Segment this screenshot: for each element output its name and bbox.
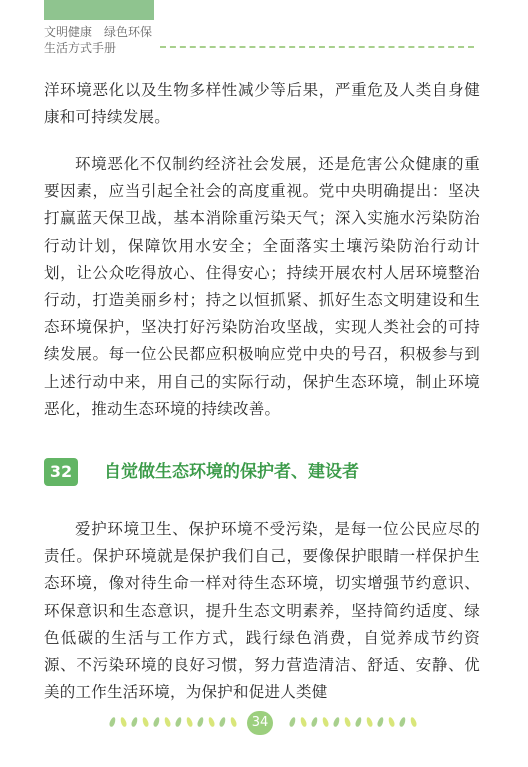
leaf-icon [152,716,160,727]
header-color-bar [44,0,154,20]
page-number: 34 [247,711,273,735]
leaf-icon [365,716,373,727]
section-number-badge: 32 [44,458,78,486]
leaf-icon [299,716,307,727]
leaf-icon [196,716,204,727]
leaf-icon [398,716,406,727]
leaf-icon [321,716,329,727]
leaf-icon [310,716,318,727]
header-title-line1: 文明健康 绿色环保 [44,25,153,39]
paragraph-responsibility: 爱护环境卫生、保护环境不受污染，是每一位公民应尽的责任。保护环境就是保护我们自己，要像保护眼睛一样保护生态环境，像对待生命一样对待生态环境，切实增强节约意识、环保意识和生态意识，提升生态文明素养，坚持简约适度、绿色低碳的生活与工作方式，践行绿色消费，自觉养成节约资源、不污染环境的良好习惯，努力营造清洁、舒适、安静、优美的工作生活环境，为保护和促进人类健 [44,520,480,702]
leaf-icon [163,716,171,727]
leaf-icon [141,716,149,727]
paragraph-continued: 洋环境恶化以及生物多样性减少等后果，严重危及人类自身健康和可持续发展。 [44,81,480,127]
footer-leaf-ornament-left [110,716,236,728]
leaf-icon [119,716,127,727]
leaf-icon [354,716,362,727]
leaf-icon [207,716,215,727]
header-title-line2: 生活方式手册 [44,41,117,55]
leaf-icon [288,716,296,727]
leaf-icon [343,716,351,727]
leaf-icon [218,716,226,727]
leaf-icon [332,716,340,727]
leaf-icon [409,716,417,727]
footer-leaf-ornament-right [290,716,416,728]
running-header [44,24,152,56]
paragraph-environment: 环境恶化不仅制约经济社会发展，还是危害公众健康的重要因素，应当引起全社会的高度重视。党中央明确提出：坚决打赢蓝天保卫战，基本消除重污染天气；深入实施水污染防治行动计划，保障饮用水安全；全面落实土壤污染防治行动计划，让公众吃得放心、住得安心；持续开展农村人居环境整治行动，打造美丽乡村；持之以恒抓紧、抓好生态文明建设和生态环境保护，坚决打好污染防治攻坚战，实现人类社会的可持续发展。每一位公民都应积极响应党中央的号召，积极参与到上述行动中来，用自己的实际行动，保护生态环境，制止环境恶化，推动生态环境的持续改善。 [44,155,480,418]
leaf-icon [108,716,116,727]
header-dashed-rule [160,46,474,48]
leaf-icon [387,716,395,727]
section-title: 自觉做生态环境的保护者、建设者 [104,462,359,482]
leaf-icon [185,716,193,727]
leaf-icon [376,716,384,727]
leaf-icon [174,716,182,727]
leaf-icon [229,716,237,727]
leaf-icon [130,716,138,727]
